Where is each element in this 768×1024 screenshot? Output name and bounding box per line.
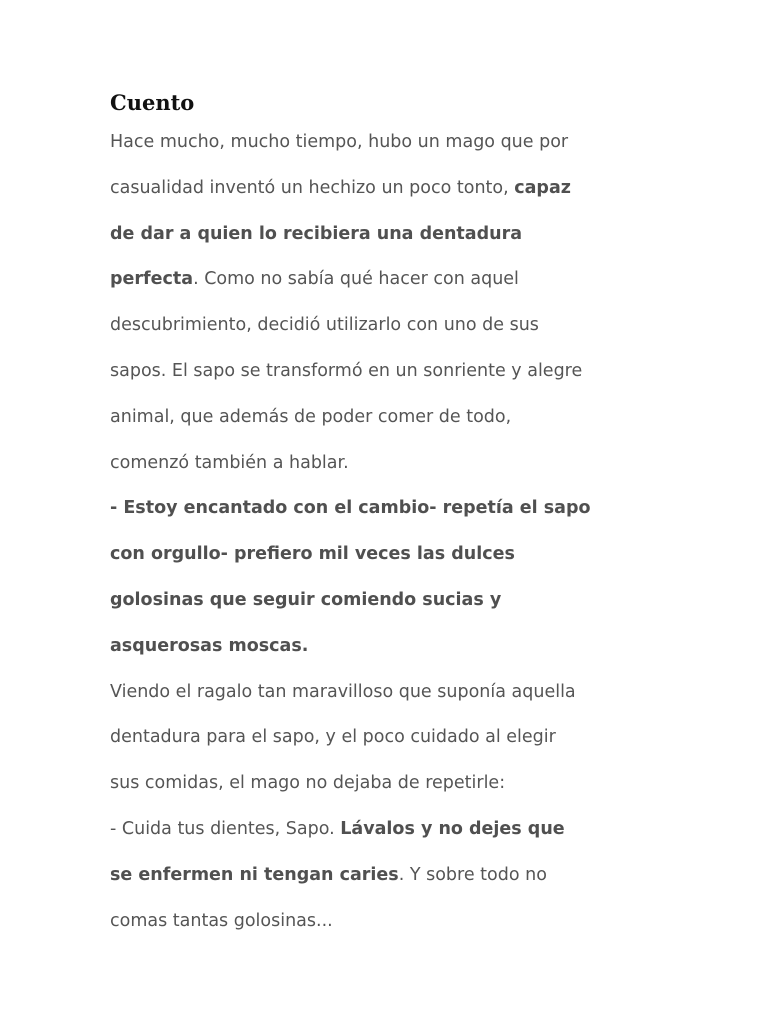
bold-text-run: se enfermen ni tengan caries [110,864,399,885]
document-page [110,86,670,944]
text-run: . Como no sabía qué hacer con aquel [193,269,519,290]
text-line: - Estoy encantado con el cambio- repetía el sapo [110,498,591,519]
paragraph-advice [110,807,670,944]
text-line: sus comidas, el mago no dejaba de repetirle: [110,773,506,794]
text-run: casualidad inventó un hechizo un poco tonto, [110,177,515,198]
paragraph-intro [110,120,670,486]
text-line [110,807,670,853]
text-line [110,257,670,303]
text-line: con orgullo- prefiero mil veces las dulces [110,544,515,565]
bold-text-run: de dar a quien lo recibiera una dentadura [110,223,523,244]
text-line: dentadura para el sapo, y el poco cuidado al elegir [110,727,556,748]
text-line: Viendo el ragalo tan maravilloso que suponía aquella [110,681,576,702]
text-run: sapos. El sapo se transformó en un sonriente y alegre [110,360,583,381]
text-line [110,441,670,487]
text-line: golosinas que seguir comiendo sucias y [110,589,502,610]
text-line: asquerosas moscas. [110,635,309,656]
text-line [110,212,670,258]
bold-text-run: perfecta [110,269,194,290]
document-title: Cuento [110,90,195,115]
text-line [110,120,670,166]
paragraph-mago [110,670,670,807]
bold-text-run: Lávalos y no dejes que [340,818,565,839]
text-run: - Cuida tus dientes, Sapo. [110,818,341,839]
text-run: descubrimiento, decidió utilizarlo con uno de sus [110,315,539,336]
text-run: comas tantas golosinas... [110,910,333,931]
text-run: comenzó también a hablar. [110,452,349,473]
text-line [110,349,670,395]
bold-text-run: capaz [514,177,571,198]
text-line [110,303,670,349]
text-line [110,395,670,441]
text-run: . Y sobre todo no [398,864,547,885]
text-run: animal, que además de poder comer de todo, [110,406,512,427]
text-line [110,899,670,945]
text-line [110,853,670,899]
text-line [110,166,670,212]
paragraph-sapo-dialogue [110,486,670,669]
text-run: Hace mucho, mucho tiempo, hubo un mago que por [110,132,569,152]
